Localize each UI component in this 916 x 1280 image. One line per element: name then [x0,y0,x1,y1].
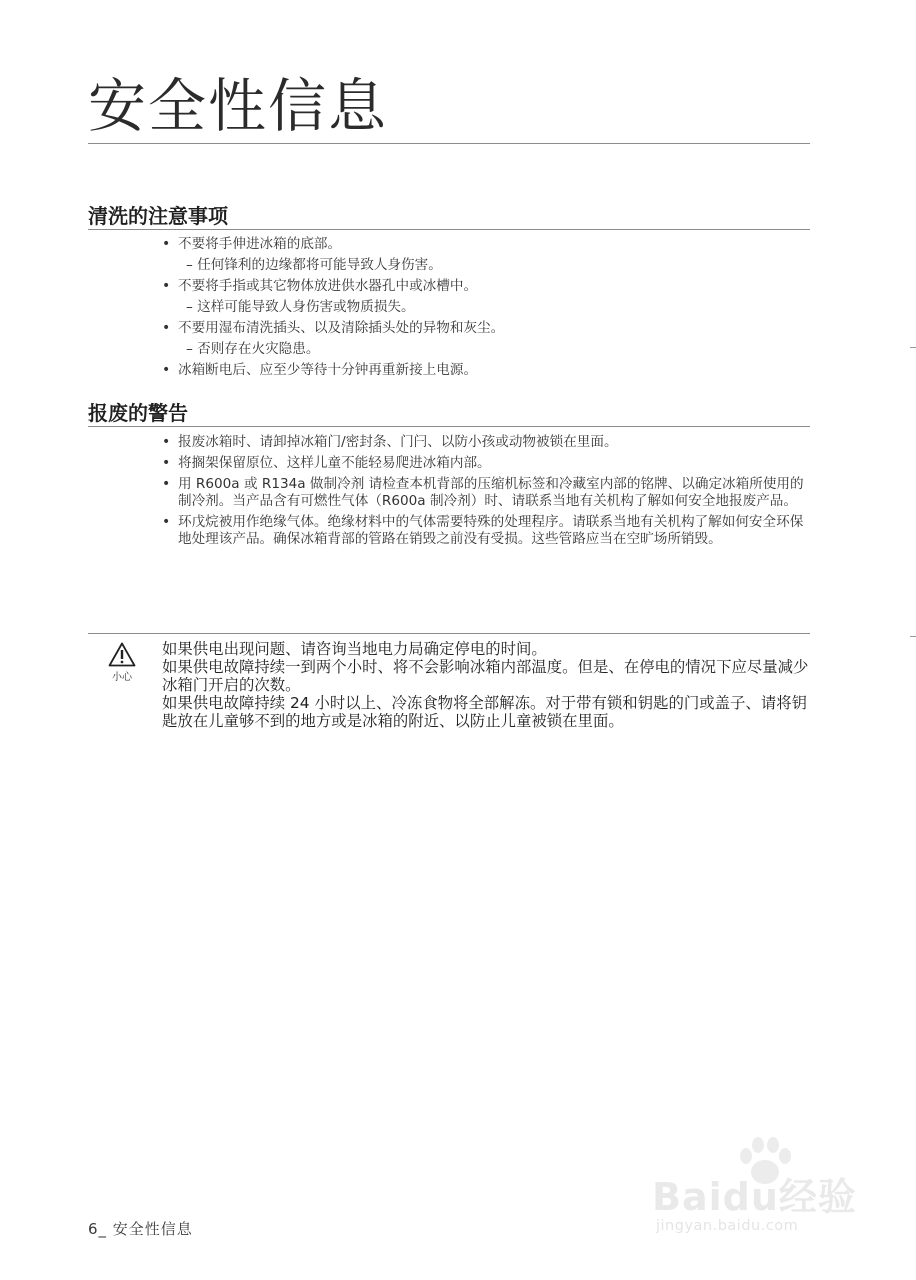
list-item-text: 不要将手指或其它物体放进供水器孔中或冰槽中。 [178,278,478,294]
list-item-text: 用 R600a 或 R134a 做制冷剂 请检查本机背部的压缩机标签和冷藏室内部的铭牌、以确定冰箱所使用的制冷剂。当产品含有可燃性气体（R600a 制冷剂）时、请联系当地有关机构了解如何安全地报废产品。 [178,476,804,509]
edge-crop-mark [910,347,916,348]
edge-crop-mark [910,636,916,637]
bullet-icon: • [162,455,171,471]
section-heading-disposal: 报废的警告 [88,401,188,425]
list-item [160,476,810,510]
bullet-icon: • [162,476,171,492]
list-item-text: 冰箱断电后、应至少等待十分钟再重新接上电源。 [178,362,478,378]
list-item-subtext: – 这样可能导致人身伤害或物质损失。 [186,299,415,315]
list-item-text: 将搁架保留原位、这样儿童不能轻易爬进冰箱内部。 [178,455,491,471]
title-divider [88,143,810,144]
list-item [160,434,810,451]
list-item [160,320,810,358]
caution-label: 小心 [112,672,132,683]
watermark-brand: Baidu经验 [652,1175,857,1219]
bullet-icon: • [162,236,171,252]
bullet-icon: • [162,278,171,294]
list-item-text: 不要用湿布清洗插头、以及清除插头处的异物和灰尘。 [178,320,505,336]
page-footer: 6_ 安全性信息 [88,1220,193,1238]
caution-triangle-icon [108,642,136,667]
list-item [160,278,810,316]
list-item-subtext: – 否则存在火灾隐患。 [186,341,320,357]
caution-paragraph: 如果供电故障持续 24 小时以上、冷冻食物将全部解冻。对于带有锁和钥匙的门或盖子、请将钥匙放在儿童够不到的地方或是冰箱的附近、以防止儿童被锁在里面。 [162,694,807,730]
list-item-subtext: – 任何锋利的边缘都将可能导致人身伤害。 [186,257,442,273]
section-divider-cleaning [88,229,810,230]
baidu-watermark [652,1140,862,1245]
list-item-text: 报废冰箱时、请卸掉冰箱门/密封条、门闩、以防小孩或动物被锁在里面。 [178,434,618,450]
list-item [160,514,810,548]
section-heading-cleaning: 清洗的注意事项 [88,204,228,228]
caution-paragraph: 如果供电故障持续一到两个小时、将不会影响冰箱内部温度。但是、在停电的情况下应尽量减少冰箱门开启的次数。 [162,658,809,694]
list-item [160,455,810,472]
list-item-text: 不要将手伸进冰箱的底部。 [178,236,342,252]
list-item-text: 环戊烷被用作绝缘气体。绝缘材料中的气体需要特殊的处理程序。请联系当地有关机构了解如何安全环保地处理该产品。确保冰箱背部的管路在销毁之前没有受损。这些管路应当在空旷场所销毁。 [178,514,804,547]
bullet-icon: • [162,320,171,336]
cleaning-list [160,236,810,383]
bullet-icon: • [162,434,171,450]
caution-divider [88,633,810,634]
bullet-icon: • [162,362,171,378]
bullet-icon: • [162,514,171,530]
caution-badge [106,642,138,683]
watermark-url: jingyan.baidu.com [656,1218,799,1234]
list-item [160,362,810,379]
caution-paragraph: 如果供电出现问题、请咨询当地电力局确定停电的时间。 [162,640,547,658]
page-title: 安全性信息 [88,72,389,140]
caution-text [162,640,812,730]
section-divider-disposal [88,426,810,427]
disposal-list [160,434,810,552]
list-item [160,236,810,274]
